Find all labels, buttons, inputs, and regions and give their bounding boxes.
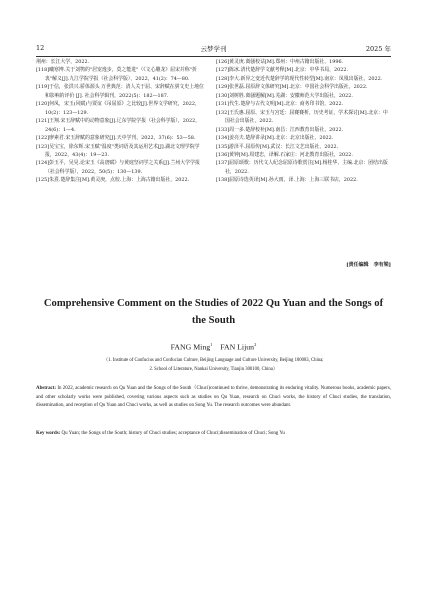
page-number: 12	[36, 44, 45, 52]
reference-item: [130]刘树胜.离骚题解[M].芜湖：安徽师范大学出版社，2022.	[216, 92, 353, 99]
author-affiliation-mark: 1	[210, 342, 213, 347]
abstract-label: Abstract:	[36, 386, 57, 391]
author-name: FAN Lijun	[220, 342, 255, 352]
reference-item: [124]彭玉平，吴昊.论宋玉《高唐赋》与黄庭坚词学之关系[J].兰州大学学报（社会科学版），2022，50(5)：130—139.	[36, 160, 200, 175]
abstract-text: In 2022, academic research on Qu Yuan and the Songs of the South（Chuci)continued to thrive, demonstrating its enduring vitality. Numerous books, academic papers, and other scholarly works were published, covering various aspects such as studies on Qu Yuan, research on Chuci works, the history of Chuci studies, the translation, dissemination, and reception of Qu Yuan and Chuci works, as well as studies on Song Yu. The research outcomes were abundant.	[36, 386, 391, 409]
reference-item: [138]屈原诗选英译[M].孙大雨，译.上海：上海三联书店，2022.	[216, 177, 358, 184]
reference-item: [136]黄钟[M].周建忠，译解.石家庄：河北教育出版社，2022.	[216, 151, 353, 158]
reference-item: [120]何凤，宋玉(风赋)与贾谊《吊屈原》之比较[J].世界文学研究，2022，10(2)：123—129.	[36, 101, 200, 116]
author-affiliation-mark: 2	[254, 342, 257, 347]
reference-item: [135]游泽平.屈原传[M].武汉：长江文艺出版社，2022.	[216, 143, 339, 150]
keywords	[36, 430, 391, 439]
abstract	[36, 385, 391, 411]
reference-item: 荆州：长江大学，2022.	[36, 59, 90, 65]
references-right-column	[216, 58, 388, 185]
reference-item: [133]周一多.楚辞校补[M].南昌：江西教育出版社，2022.	[216, 126, 344, 133]
responsible-editor: [责任编辑 李有梁]	[346, 262, 391, 268]
reference-item: [123]吴宝宝，徐东辉.宋玉赋"温度"类词语及其运用艺术[J].湖北文理学院学报，2022，43(4)：19—23.	[36, 143, 200, 158]
reference-item: [132]王氏惠.屈原、宋玉与宫廷：屈賽賽析，历史考证，学术探讨[M].北京：中国社会出版社，2022.	[216, 109, 388, 125]
issue-year: 2025 年	[365, 45, 391, 53]
reference-item: [128]李大.新异之变近代楚辞学的现代性转型[M].南京：凤凰出版社，2022.	[216, 75, 383, 82]
author-line	[0, 342, 427, 352]
keywords-text: Qu Yuan; the Songs of the South; history of Chuci studies; acceptance of Chuci;dissemination of Chuci; Song Yu	[61, 431, 285, 436]
reference-item: [137]屈原颂歌：历代文人纪念屈原诗歌赏注[M].杨桂华，主编.北京：团结出版社，2022.	[216, 160, 388, 175]
running-header	[36, 44, 391, 57]
reference-item: [129]张世磊.屈原辞文体研究[M].北京：中国社会科学出版社，2022.	[216, 84, 368, 91]
reference-item: [134]姜亮夫.楚辞讲录[M].北京：北京出版社，2022.	[216, 135, 334, 142]
english-title: Comprehensive Comment on the Studies of 2022 Qu Yuan and the Songs of the South	[43, 298, 384, 326]
reference-item: [122]廖素君.宋玉辞赋的意象研究[J].天中学刊，2022，37(6)：53—58.	[36, 135, 196, 142]
reference-item: [127]陈冰.清代楚辞学文献考释[M].北京：中华书局，2022.	[216, 67, 349, 74]
author-name: FANG Ming	[170, 342, 211, 352]
reference-item: [131]代生.楚辞与古代文明[M].北京：商务印书馆，2022.	[216, 101, 344, 108]
references-left-column	[36, 58, 208, 185]
journal-name: 云梦学刊	[200, 45, 227, 53]
keywords-label: Key words:	[36, 431, 61, 436]
reference-item: [121]王翔.宋玉辞赋中的动物意象[J].辽东学院学报（社会科学版），2022，24(6)：1—4.	[36, 118, 201, 133]
affiliation-line: （1. Institute of Confucius and Confucian Culture, Beijing Language and Culture University, Beijing 100083, China;	[103, 358, 324, 363]
reference-item: [126]黄灵庚.离骚校诂[M].郑州：中州古籍出版社，1996.	[216, 59, 344, 65]
reference-item: [118]曦寒博.关于刘鹗的"居宠逸步，莫之能进"（《文心雕龙》屈宋并称"折衷"解义[J].九江学院学报（社会科学版），2022，41(2)：74—80.	[36, 67, 197, 82]
affiliation-line: 2. School of Literature, Nankai University, Tianjin 300100, China）	[149, 366, 278, 372]
affiliations	[36, 357, 391, 374]
reference-item: [125]朱熹.楚辞集注[M].黄灵庚，点校.上海：上海古籍出版社，2022.	[36, 177, 190, 184]
reference-item: [119]于信，张洪兴.骄体源头 万世典范：清人关于屈、宋辞赋在骈文史上地位和影响的评价 [J]. 社会科学辑刊，2022(5)：182—187.	[36, 84, 204, 99]
